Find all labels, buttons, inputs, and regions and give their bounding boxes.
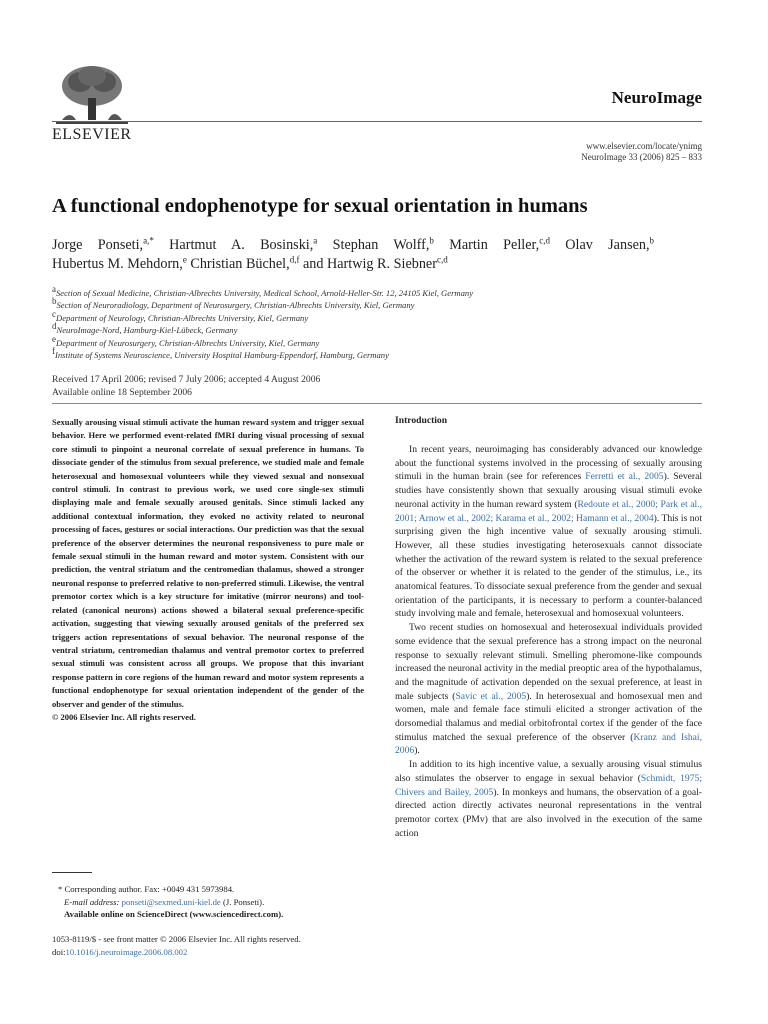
citation-link[interactable]: Redoute et al., 2000; Park et al., 2001; Arnow et al., 2002; Karama et al., 2002; Hamann et al., 2004 [395,498,702,524]
journal-name[interactable]: NeuroImage [611,88,702,107]
journal-url[interactable]: www.elsevier.com/locate/ynimg [586,141,702,151]
author-sup: c,d [539,235,550,246]
author: Martin Peller, [449,237,540,253]
intro-paragraph: Two recent studies on homosexual and heterosexual individuals provided some evidence that the sexual preference has a strong impact on the neuronal response to sexually relevant stimuli. Smelling pheromone-like compounds increased the neuronal activity in the medial preoptic area of the hypothalamus, and the magnitude of activation depended on the sexual preference, at least in male subjects (Savic et al., 2005). In heterosexual and homosexual men and women, male and female face stimuli elicited a stronger activation of the dorsomedial thalamus and medial orbitofrontal cortex if the gender of the face stimulus matched the sexual preference of the observer (Kranz and Ishai, 2006). [395,622,703,757]
section-divider [52,403,702,404]
article-dates [52,373,320,399]
author: Stephan Wolff, [332,237,430,253]
author: Olav Jansen, [565,237,650,253]
intro-paragraph: In recent years, neuroimaging has considerably advanced our knowledge about the functional systems involved in the processing of sexually arousing stimuli in the human brain (see for references Ferretti et al., 2005). Several studies have consistently shown that sexually arousing visual stimuli evoke neuronal activity in the human reward system (Redoute et al., 2000; Park et al., 2001; Arnow et al., 2002; Karama et al., 2002; Hamann et al., 2004). This is not surprising given the high incentive value of sexually arousing stimuli. However, all these studies investigating heterosexuals cannot dissociate whether the activation of the reward system is related to the sexual preference of the observer or whether it is related to the gender of the stimulus, i.e., its anatomical features. To dissociate sexual preference from the gender and sexual orientation of the participants, it is necessary to perform a counter-balanced study involving male and female, heterosexual and homosexual volunteers. [395,444,703,620]
author-sup: a [313,235,318,246]
journal-citation: NeuroImage 33 (2006) 825 – 833 [581,152,702,162]
citation-link[interactable]: Ferretti et al., 2005 [585,471,664,483]
author-sup: b [649,235,655,246]
author: Christian Büchel, [190,256,290,272]
intro-paragraph: In addition to its high incentive value, a sexually arousing visual stimulus also stimulates the observer to engage in sexual behavior (Schmidt, 1975; Chivers and Bailey, 2005). In monkeys and humans, the observation of a goal-directed action directly activates neuronal representations in the ventral premotor cortex (PMv) that are also involved in the execution of the same action [395,759,702,839]
affiliation: $^a$Section of Sexual Medicine, Christian-Albrechts University, Medical School, Arnold-Heller-Str. 12, 24105 Kiel, Germany [52,284,474,298]
author: and Hartwig R. Siebner [302,256,437,272]
citation-link[interactable]: Savic et al., 2005 [455,690,527,702]
abstract [52,416,364,724]
publisher-name: ELSEVIER [52,126,132,143]
affiliation: $^b$Section of Neuroradiology, Department of Neurosurgery, Christian-Albrechts University, Kiel, Germany [52,296,415,311]
author-sup: b [429,235,434,246]
article-title: A functional endophenotype for sexual orientation in humans [52,195,588,217]
online-date: Available online 18 September 2006 [52,387,192,398]
affiliation: $^d$NeuroImage-Nord, Hamburg-Kiel-Lübeck, Germany [52,321,238,336]
abstract-text: Sexually arousing visual stimuli activate the human reward system and trigger sexual behavior. Here we performed event-related fMRI during visual processing of sexual core stimuli to pinpoint a neuronal correlate of sexual preference in humans. To dissociate gender of the stimulus from sexual preference, we studied male and female heterosexual and homosexual volunteers while they viewed sexual and nonsexual control stimuli. In contrast to previous work, we used core single-sex stimuli displaying male and female sexually aroused genitals. Since stimuli lacked any additional contextual information, they evoked no activity related to neuronal processing of faces, gestures or social interactions. Our prediction was that the sexual preference of the observer determines the neuronal responsiveness to pure male or female sexual stimuli in the human reward and motor system. Consistent with our prediction, the ventral striatum and the centromedian thalamus, showed a stronger neuronal response to preferred relative to non-preferred stimuli. Likewise, the ventral premotor cortex which is a key structure for imitative (mirror neurons) and tool-related (canonical neurons) actions showed a bilateral sexual preference-specific activation, suggesting that viewing sexually aroused genitals of the preferred sex triggers action representations of sexual behavior. The neuronal response of the ventral striatum, centromedian thalamus and ventral premotor cortex to preferred sexual stimuli was consistent across all groups. We propose that this invariant response pattern in core regions of the human reward and motor system represents a functional endophenotype for sexual orientation independent of the gender of the observer and gender of the stimulus. [52,417,364,709]
header-divider [52,121,702,122]
author-sup: d,f [289,254,300,265]
author-sup: c,d [436,254,448,265]
affiliation: $^c$Department of Neurology, Christian-Albrechts University, Kiel, Germany [52,308,309,323]
doi-link[interactable]: 10.1016/j.neuroimage.2006.08.002 [65,946,188,957]
introduction-heading: Introduction [395,415,448,426]
journal-info [581,141,702,163]
footnote-rule [52,872,92,873]
author-line-1 [52,236,654,255]
introduction-body [395,443,702,840]
abstract-copyright: © 2006 Elsevier Inc. All rights reserved. [52,711,196,722]
author-sup: a,* [143,235,154,246]
doi-line: doi:10.1016/j.neuroimage.2006.08.002 [52,946,188,957]
affiliations [52,284,474,361]
received-date: Received 17 April 2006; revised 7 July 2006; accepted 4 August 2006 [52,374,321,385]
author-line-2 [52,255,448,274]
corresponding-author: * Corresponding author. Fax: +0049 431 5973984. [58,884,235,894]
author: Hartmut A. Bosinski, [169,237,314,253]
email-link[interactable]: ponseti@sexmed.uni-kiel.de [121,896,221,907]
email-line: E-mail address: ponseti@sexmed.uni-kiel.de (J. Ponseti). [64,896,265,907]
footnote [52,883,364,921]
citation-link[interactable]: Kranz and Ishai, 2006 [395,731,702,757]
citation-link[interactable]: Schmidt, 1975; Chivers and Bailey, 2005 [395,772,702,798]
sciencedirect-line: Available online on ScienceDirect (www.sciencedirect.com). [64,909,284,920]
author: Jorge Ponseti, [52,237,144,253]
issn-doi [52,933,364,958]
author-sup: e [182,254,187,265]
affiliation: $^f$Institute of Systems Neuroscience, University Hospital Hamburg-Eppendorf, Hamburg, Germany [52,346,389,361]
issn-line: 1053-8119/$ - see front matter © 2006 Elsevier Inc. All rights reserved. [52,934,301,944]
affiliation: $^e$Department of Neurosurgery, Christian-Albrechts University, Kiel, Germany [52,333,320,348]
author: Hubertus M. Mehdorn, [52,256,183,272]
